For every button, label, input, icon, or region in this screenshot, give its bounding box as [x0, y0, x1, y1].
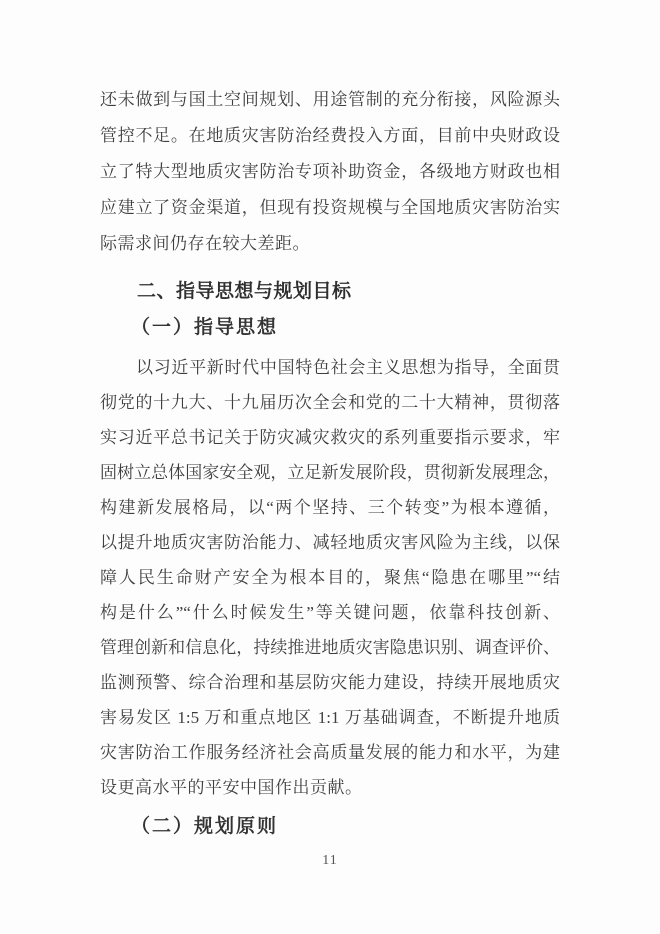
text-line: 以习近平新时代中国特色社会主义思想为指导，全面贯 [136, 358, 560, 377]
paragraph-guiding-ideology [100, 350, 560, 805]
text-line: 障人民生命财产安全为根本目的，聚焦“隐患在哪里”“结 [100, 568, 560, 587]
text-line: 害易发区 1:5 万和重点地区 1:1 万基础调查，不断提升地质 [100, 708, 560, 727]
paragraph-continuation [100, 82, 560, 262]
text-line: 应建立了资金渠道，但现有投资规模与全国地质灾害防治实 [100, 198, 560, 217]
text-line: 立了特大型地质灾害防治专项补助资金，各级地方财政也相 [100, 162, 560, 181]
text-line: 实习近平总书记关于防灾减灾救灾的系列重要指示要求，牢 [100, 428, 560, 447]
text-line: 管理创新和信息化，持续推进地质灾害隐患识别、调查评价、 [100, 638, 560, 657]
text-line: 管控不足。在地质灾害防治经费投入方面，目前中央财政设 [100, 126, 560, 145]
text-line: 际需求间仍存在较大差距。 [100, 234, 310, 253]
subsection-heading-guiding-ideology: （一）指导思想 [131, 317, 279, 338]
text-line: 构是什么”“什么时候发生”等关键问题，依靠科技创新、 [100, 603, 560, 622]
text-line: 灾害防治工作服务经济社会高质量发展的能力和水平，为建 [100, 743, 560, 762]
subsection-heading-planning-principles: （二）规划原则 [131, 816, 279, 837]
text-line: 还未做到与国土空间规划、用途管制的充分衔接，风险源头 [100, 90, 560, 109]
section-heading: 二、指导思想与规划目标 [137, 281, 352, 302]
page-number: 11 [322, 853, 338, 868]
text-line: 监测预警、综合治理和基层防灾能力建设，持续开展地质灾 [100, 673, 560, 692]
text-line: 构建新发展格局，以“两个坚持、三个转变”为根本遵循， [100, 498, 560, 517]
text-line: 彻党的十九大、十九届历次全会和党的二十大精神，贯彻落 [100, 393, 560, 412]
text-line: 固树立总体国家安全观，立足新发展阶段，贯彻新发展理念， [100, 463, 560, 482]
text-line: 以提升地质灾害防治能力、减轻地质灾害风险为主线，以保 [100, 533, 560, 552]
text-line: 设更高水平的平安中国作出贡献。 [100, 778, 363, 797]
